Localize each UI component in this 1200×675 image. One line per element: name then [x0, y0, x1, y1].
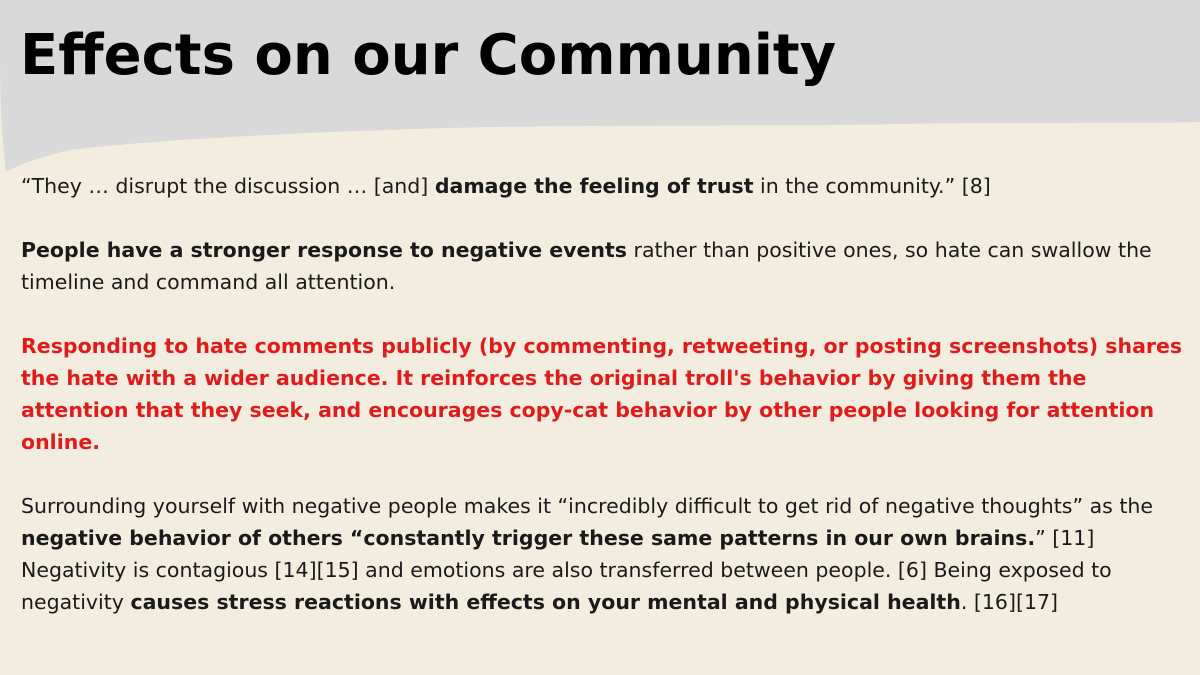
slide-body	[21, 170, 1186, 618]
paragraph-negative-people-emphasis-2: causes stress reactions with effects on your mental and physical health	[130, 590, 961, 614]
paragraph-negative-people-emphasis-1: negative behavior of others “constantly trigger these same patterns in our own brains.	[21, 526, 1036, 550]
paragraph-negative-people-text-1: Surrounding yourself with negative people makes it “incredibly difficult to get rid of negative thoughts” as the	[21, 494, 1154, 518]
slide-title: Effects on our Community	[20, 23, 837, 88]
paragraph-trust-text-1: “They … disrupt the discussion … [and]	[21, 174, 435, 198]
paragraph-negative-events	[21, 234, 1186, 298]
paragraph-negative-events-emphasis: People have a stronger response to negative events	[21, 238, 628, 262]
paragraph-trust	[21, 170, 1186, 202]
paragraph-trust-text-2: in the community.” [8]	[753, 174, 991, 198]
paragraph-negative-people-text-3: . [16][17]	[960, 590, 1059, 614]
paragraph-responding-warning: Responding to hate comments publicly (by commenting, retweeting, or posting screenshots) shares the hate with a wider audience. It reinforces the original troll's behavior by giving them the attention that they seek, and encourages copy-cat behavior by other people looking for attention online.	[21, 334, 1183, 454]
paragraph-negative-events-text: rather than positive ones, so hate can swallow the timeline and command all attention.	[21, 238, 1152, 294]
paragraph-negative-people	[21, 490, 1186, 618]
paragraph-trust-emphasis: damage the feeling of trust	[434, 174, 754, 198]
paragraph-negative-people-text-2: ” [11] Negativity is contagious [14][15] and emotions are also transferred between people. [6] Being exposed to negativity	[21, 526, 1112, 614]
